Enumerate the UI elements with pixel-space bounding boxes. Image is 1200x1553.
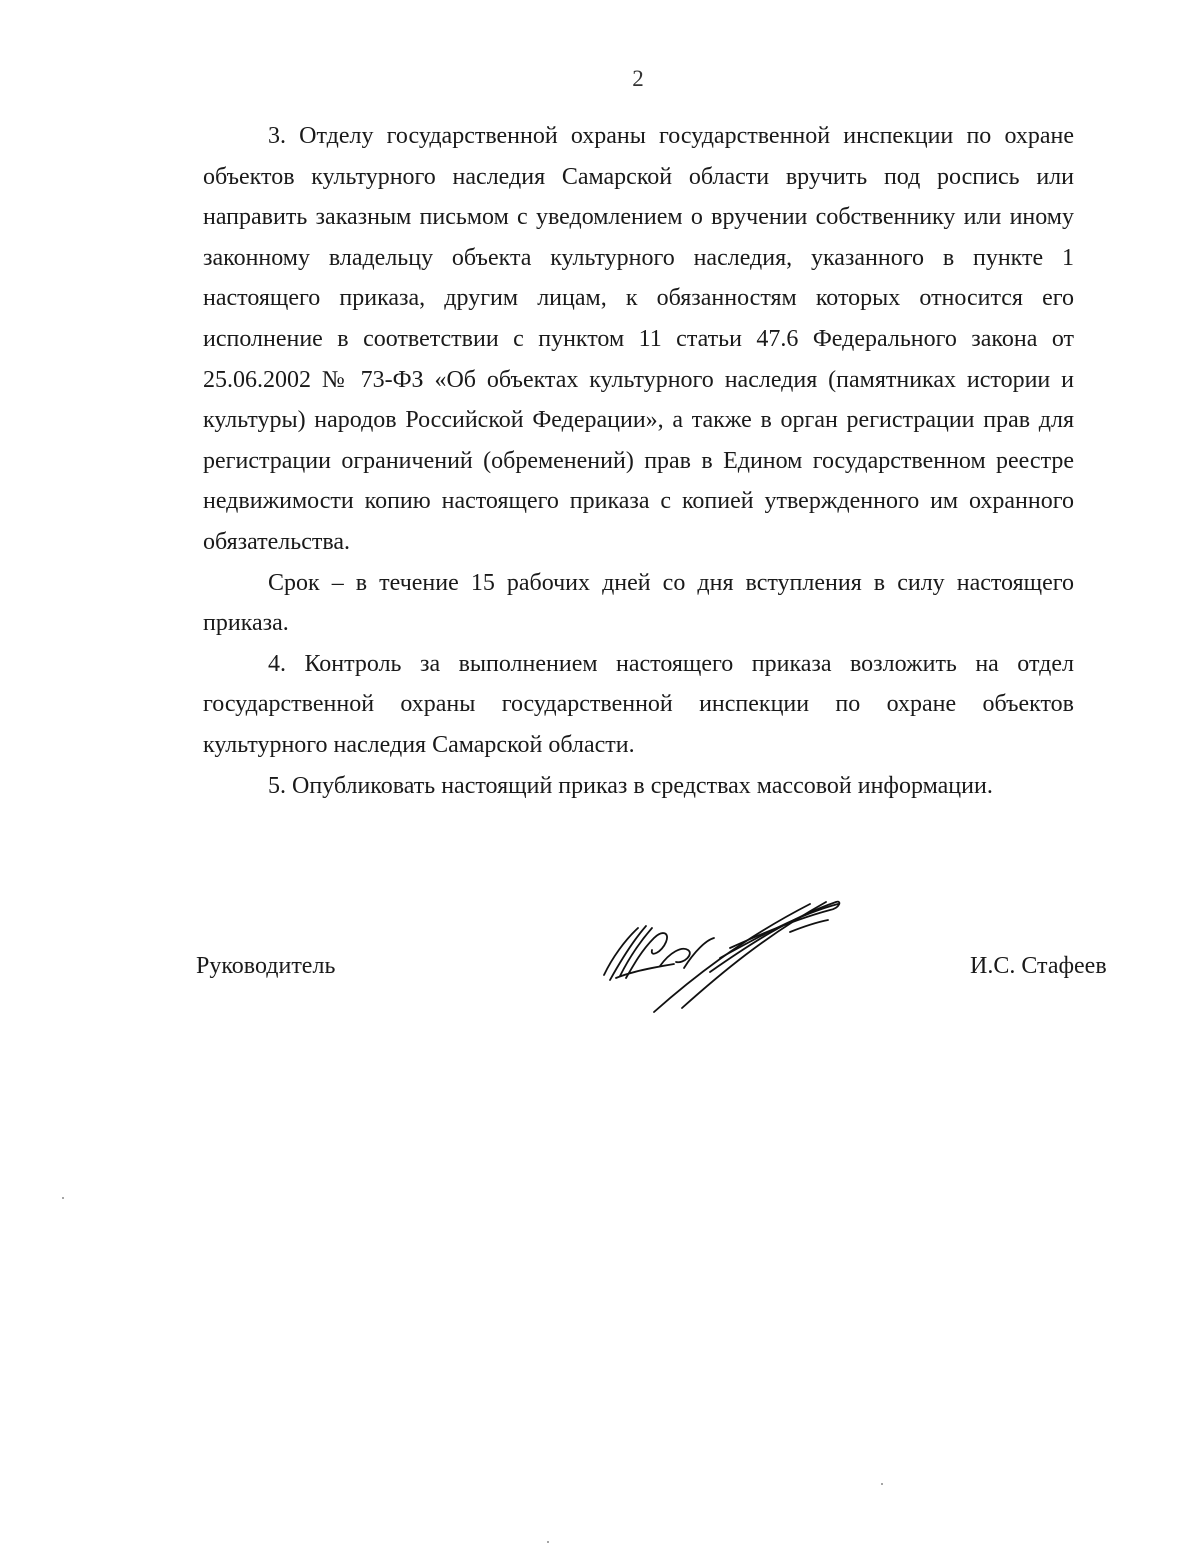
- paragraph-5-publish: 5. Опубликовать настоящий приказ в средствах массовой информации.: [268, 772, 993, 799]
- signer-position-title: Руководитель: [196, 953, 336, 979]
- document-body: [203, 116, 1074, 806]
- scan-speck: [881, 1483, 883, 1485]
- paragraph-deadline: Срок – в течение 15 рабочих дней со дня вступления в силу настоящего приказа.: [203, 569, 1074, 637]
- scan-speck: [62, 1197, 64, 1199]
- page-number: 2: [632, 66, 644, 91]
- paragraph-4-control: 4. Контроль за выполнением настоящего приказа возложить на отдел государственной охраны государственной инспекции по охране объектов культурного наследия Самарской области.: [203, 650, 1074, 758]
- scan-speck: [547, 1541, 549, 1543]
- handwritten-signature-icon: [590, 880, 850, 1020]
- signer-name: И.С. Стафеев: [970, 953, 1107, 979]
- paragraph-3-delivery: 3. Отделу государственной охраны государственной инспекции по охране объектов культурного наследия Самарской области вручить под роспись или направить заказным письмом с уведомлением о вручении собственнику или иному законному владельцу объекта культурного наследия, указанного в пункте 1 настоящего приказа, другим лицам, к обязанностям которых относится его исполнение в соответствии с пунктом 11 статьи 47.6 Федерального закона от 25.06.2002 № 73-ФЗ «Об объектах культурного наследия (памятниках истории и культуры) народов Российской Федерации», а также в орган регистрации прав для регистрации ограничений (обременений) прав в Едином государственном реестре недвижимости копию настоящего приказа с копией утвержденного им охранного обязательства.: [203, 123, 1074, 555]
